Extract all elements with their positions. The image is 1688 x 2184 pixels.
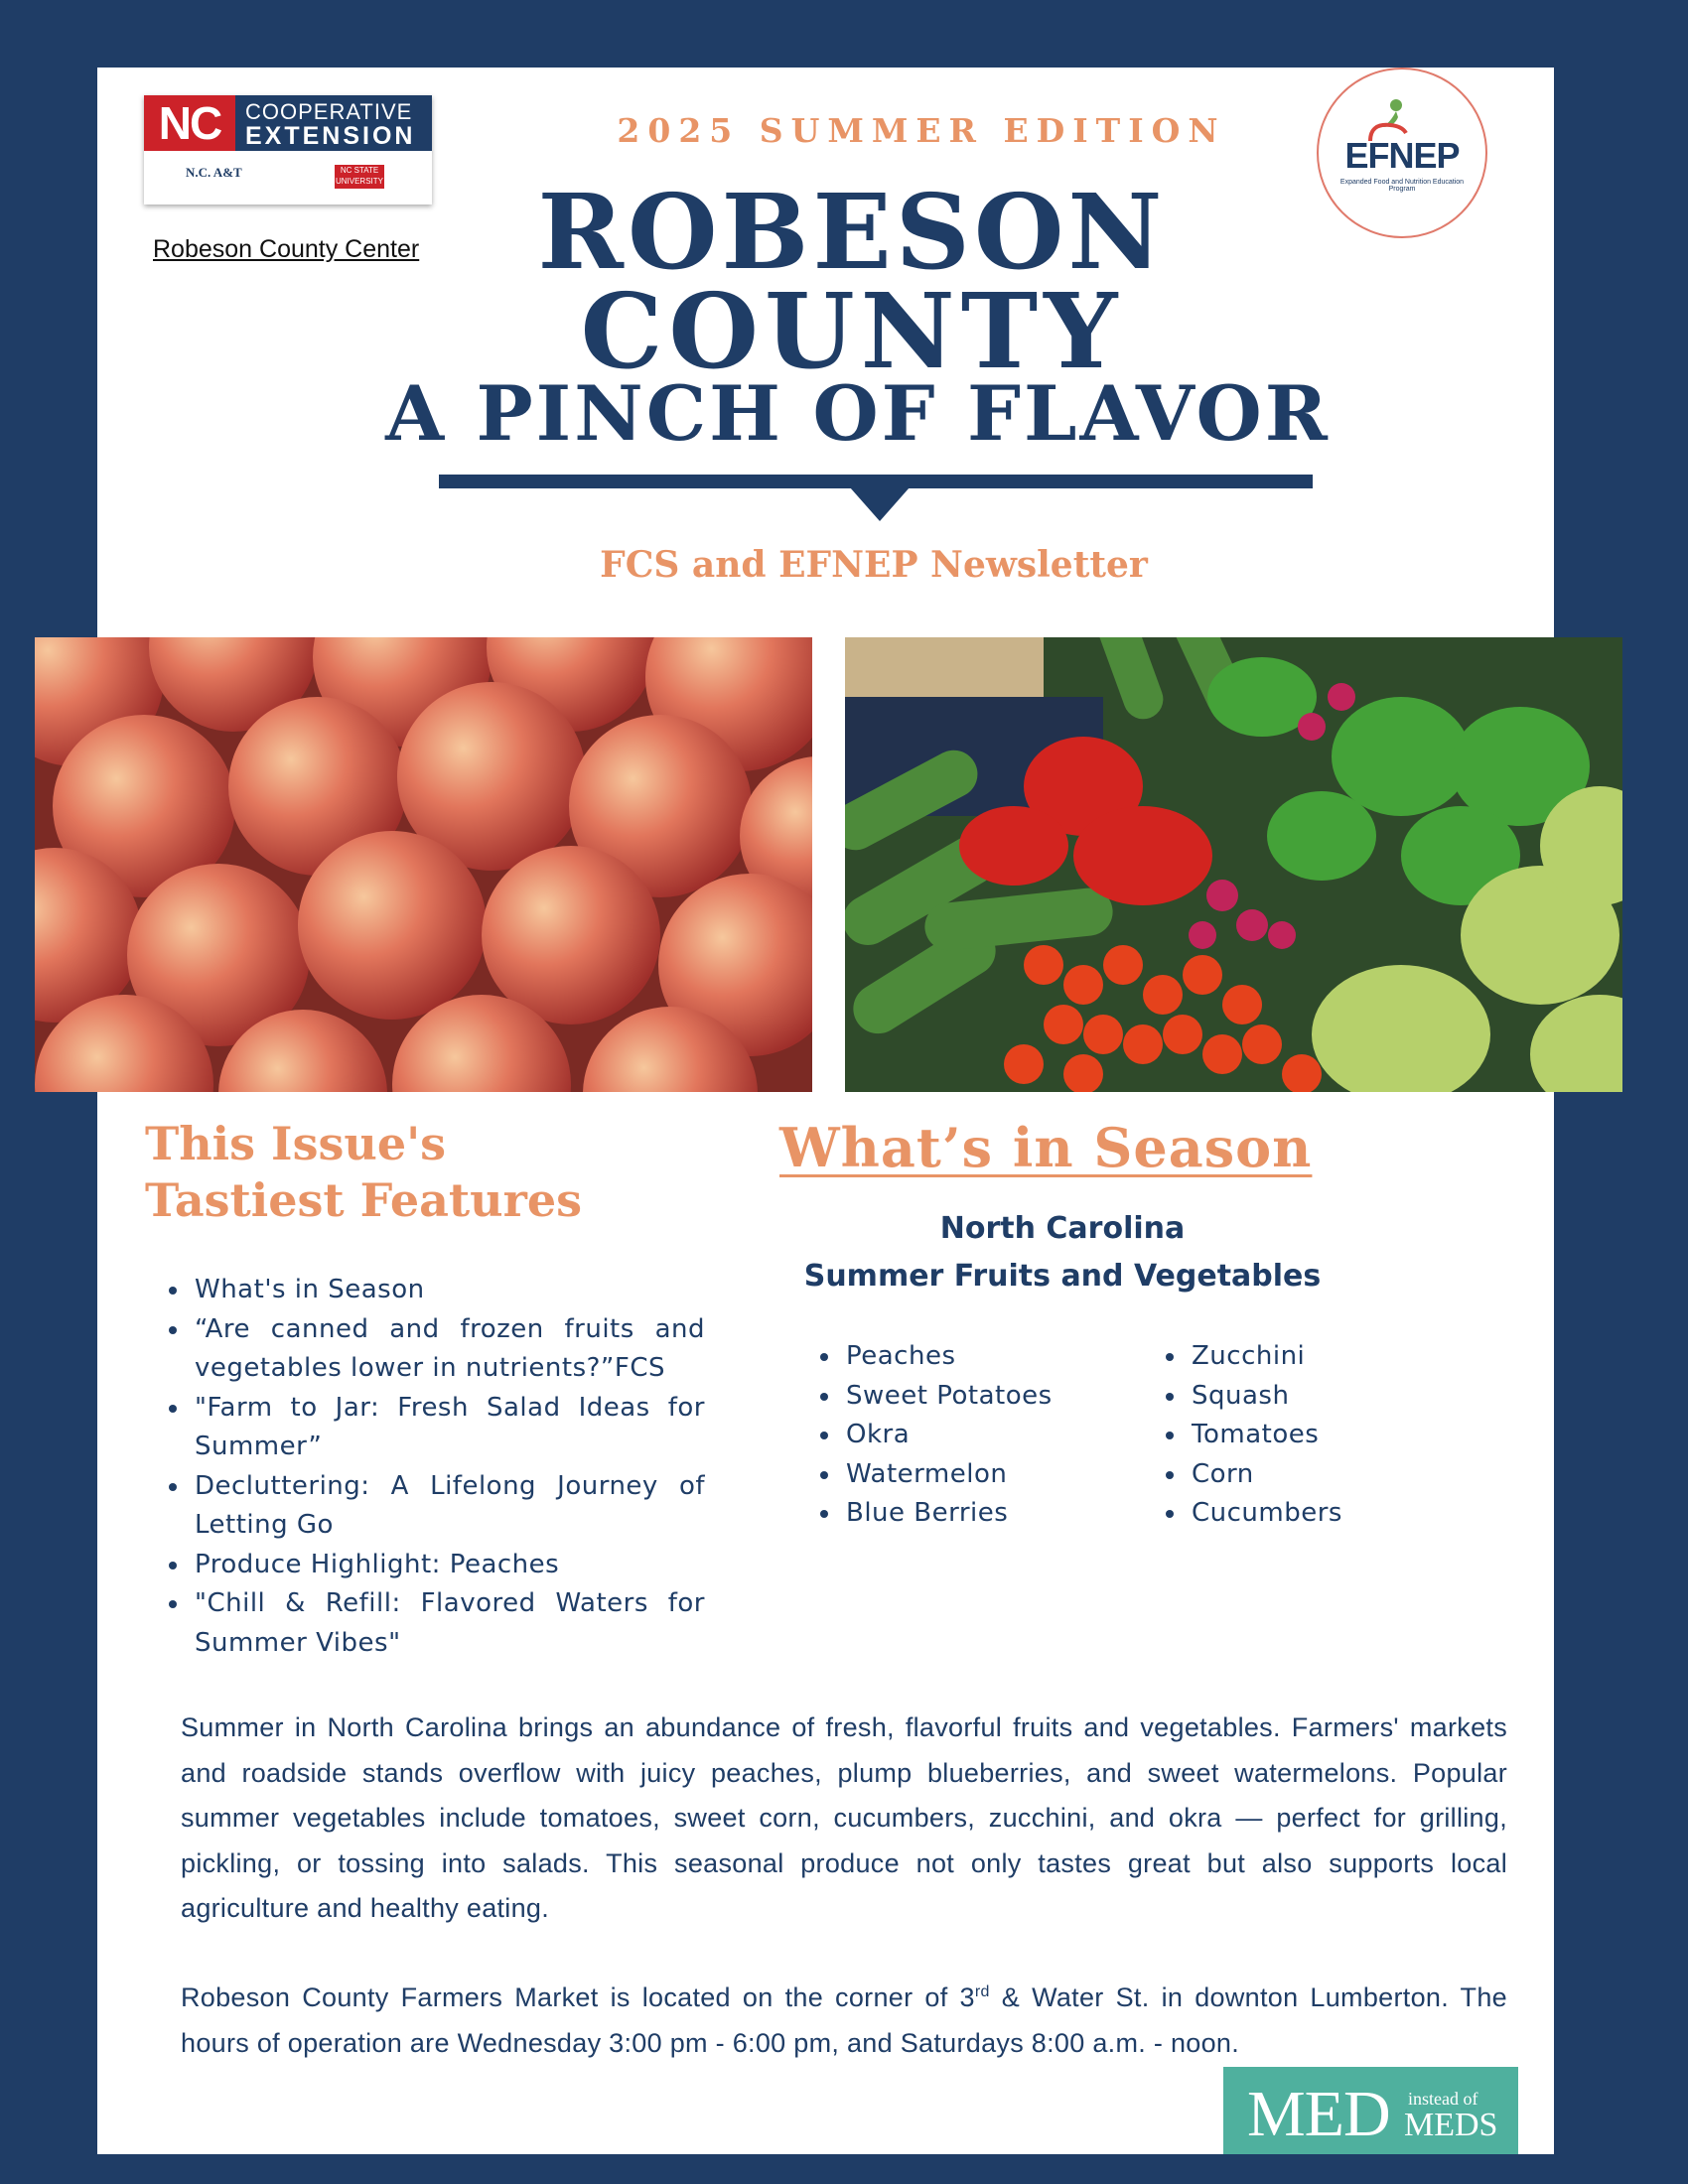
season-subheading: [774, 1205, 1350, 1300]
peaches-photo: [35, 637, 812, 1092]
list-item: • Peaches: [842, 1337, 1053, 1377]
efnep-logo-text: EFNEP: [1344, 135, 1460, 176]
list-item: • Decluttering: A Lifelong Journey of Letting Go: [191, 1467, 705, 1546]
efnep-logo-subtitle: Expanded Food and Nutrition Education Program: [1339, 179, 1465, 193]
divider-pointer: [850, 487, 910, 521]
list-item: • Corn: [1188, 1455, 1342, 1495]
season-list-column-1: [812, 1337, 1053, 1534]
title-robeson: ROBESON: [537, 171, 1167, 293]
nc-logo-line2: EXTENSION: [245, 122, 416, 150]
title-county: COUNTY: [580, 270, 1124, 392]
features-heading: [145, 1116, 582, 1229]
features-heading-line2: Tastiest Features: [145, 1173, 582, 1227]
farmers-market-text-1: Robeson County Farmers Market is located on the corner of 3: [181, 1982, 975, 2012]
list-item: • Sweet Potatoes: [842, 1377, 1053, 1417]
season-subheading-line1: North Carolina: [939, 1211, 1186, 1246]
med-logo-small1: instead of: [1408, 2089, 1478, 2109]
vegetables-photo: [845, 637, 1622, 1092]
season-subheading-line2: Summer Fruits and Vegetables: [803, 1259, 1322, 1294]
list-item: • Blue Berries: [842, 1494, 1053, 1534]
list-item: • "Chill & Refill: Flavored Waters for Summer Vibes": [191, 1584, 705, 1663]
list-item: • "Farm to Jar: Fresh Salad Ideas for Summer”: [191, 1389, 705, 1467]
nc-state-logo: NC STATE UNIVERSITY: [335, 165, 384, 189]
list-item: • “Are canned and frozen fruits and vegetables lower in nutrients?”FCS: [191, 1310, 705, 1389]
nc-logo-mark: NC: [144, 95, 235, 151]
list-item: • Okra: [842, 1416, 1053, 1455]
list-item: • Zucchini: [1188, 1337, 1342, 1377]
title-pinch-of-flavor: A PINCH OF FLAVOR: [385, 369, 1331, 458]
med-logo-big: MED: [1247, 2078, 1390, 2150]
list-item: • Watermelon: [842, 1455, 1053, 1495]
farmers-market-text-2: & Water St. in downton Lumberton. The hours of operation are Wednesday 3:00 pm - 6:00 pm, and Saturdays 8:00 a.m. - noon.: [181, 1982, 1507, 2058]
nc-logo-line1: COOPERATIVE: [245, 99, 413, 124]
edition-label-wrap: [0, 111, 1688, 150]
list-item: • What's in Season: [191, 1271, 705, 1310]
list-item: • Produce Highlight: Peaches: [191, 1546, 705, 1585]
season-list-column-2: [1158, 1337, 1342, 1534]
list-item: • Cucumbers: [1188, 1494, 1342, 1534]
med-instead-of-meds-logo: [1223, 2067, 1518, 2154]
features-list: [159, 1271, 705, 1663]
features-heading-line1: This Issue's: [145, 1117, 447, 1170]
ordinal-suffix: rd: [974, 1983, 990, 2000]
title-divider: [439, 475, 1313, 488]
newsletter-subtitle: FCS and EFNEP Newsletter: [600, 544, 1148, 586]
med-logo-small2: MEDS: [1404, 2107, 1498, 2143]
summer-produce-paragraph: Summer in North Carolina brings an abundance of fresh, flavorful fruits and vegetables. Farmers' markets and roadside stands overflow with juicy peaches, plump blueberries, and sweet watermelons. Popular summer vegetables include tomatoes, sweet corn, cucumbers, zucchini, and okra — perfect for grilling, pickling, or tossing into salads. This seasonal produce not only tastes great but also supports local agriculture and healthy eating.: [181, 1712, 1507, 1923]
list-item: • Squash: [1188, 1377, 1342, 1417]
nc-at-logo: N.C. A&T: [186, 165, 242, 180]
list-item: • Tomatoes: [1188, 1416, 1342, 1455]
season-heading: What’s in Season: [779, 1116, 1313, 1179]
robeson-county-center-link[interactable]: Robeson County Center: [153, 235, 420, 263]
farmers-market-paragraph: [181, 1976, 1507, 2066]
edition-label: 2025 SUMMER EDITION: [617, 111, 1226, 150]
